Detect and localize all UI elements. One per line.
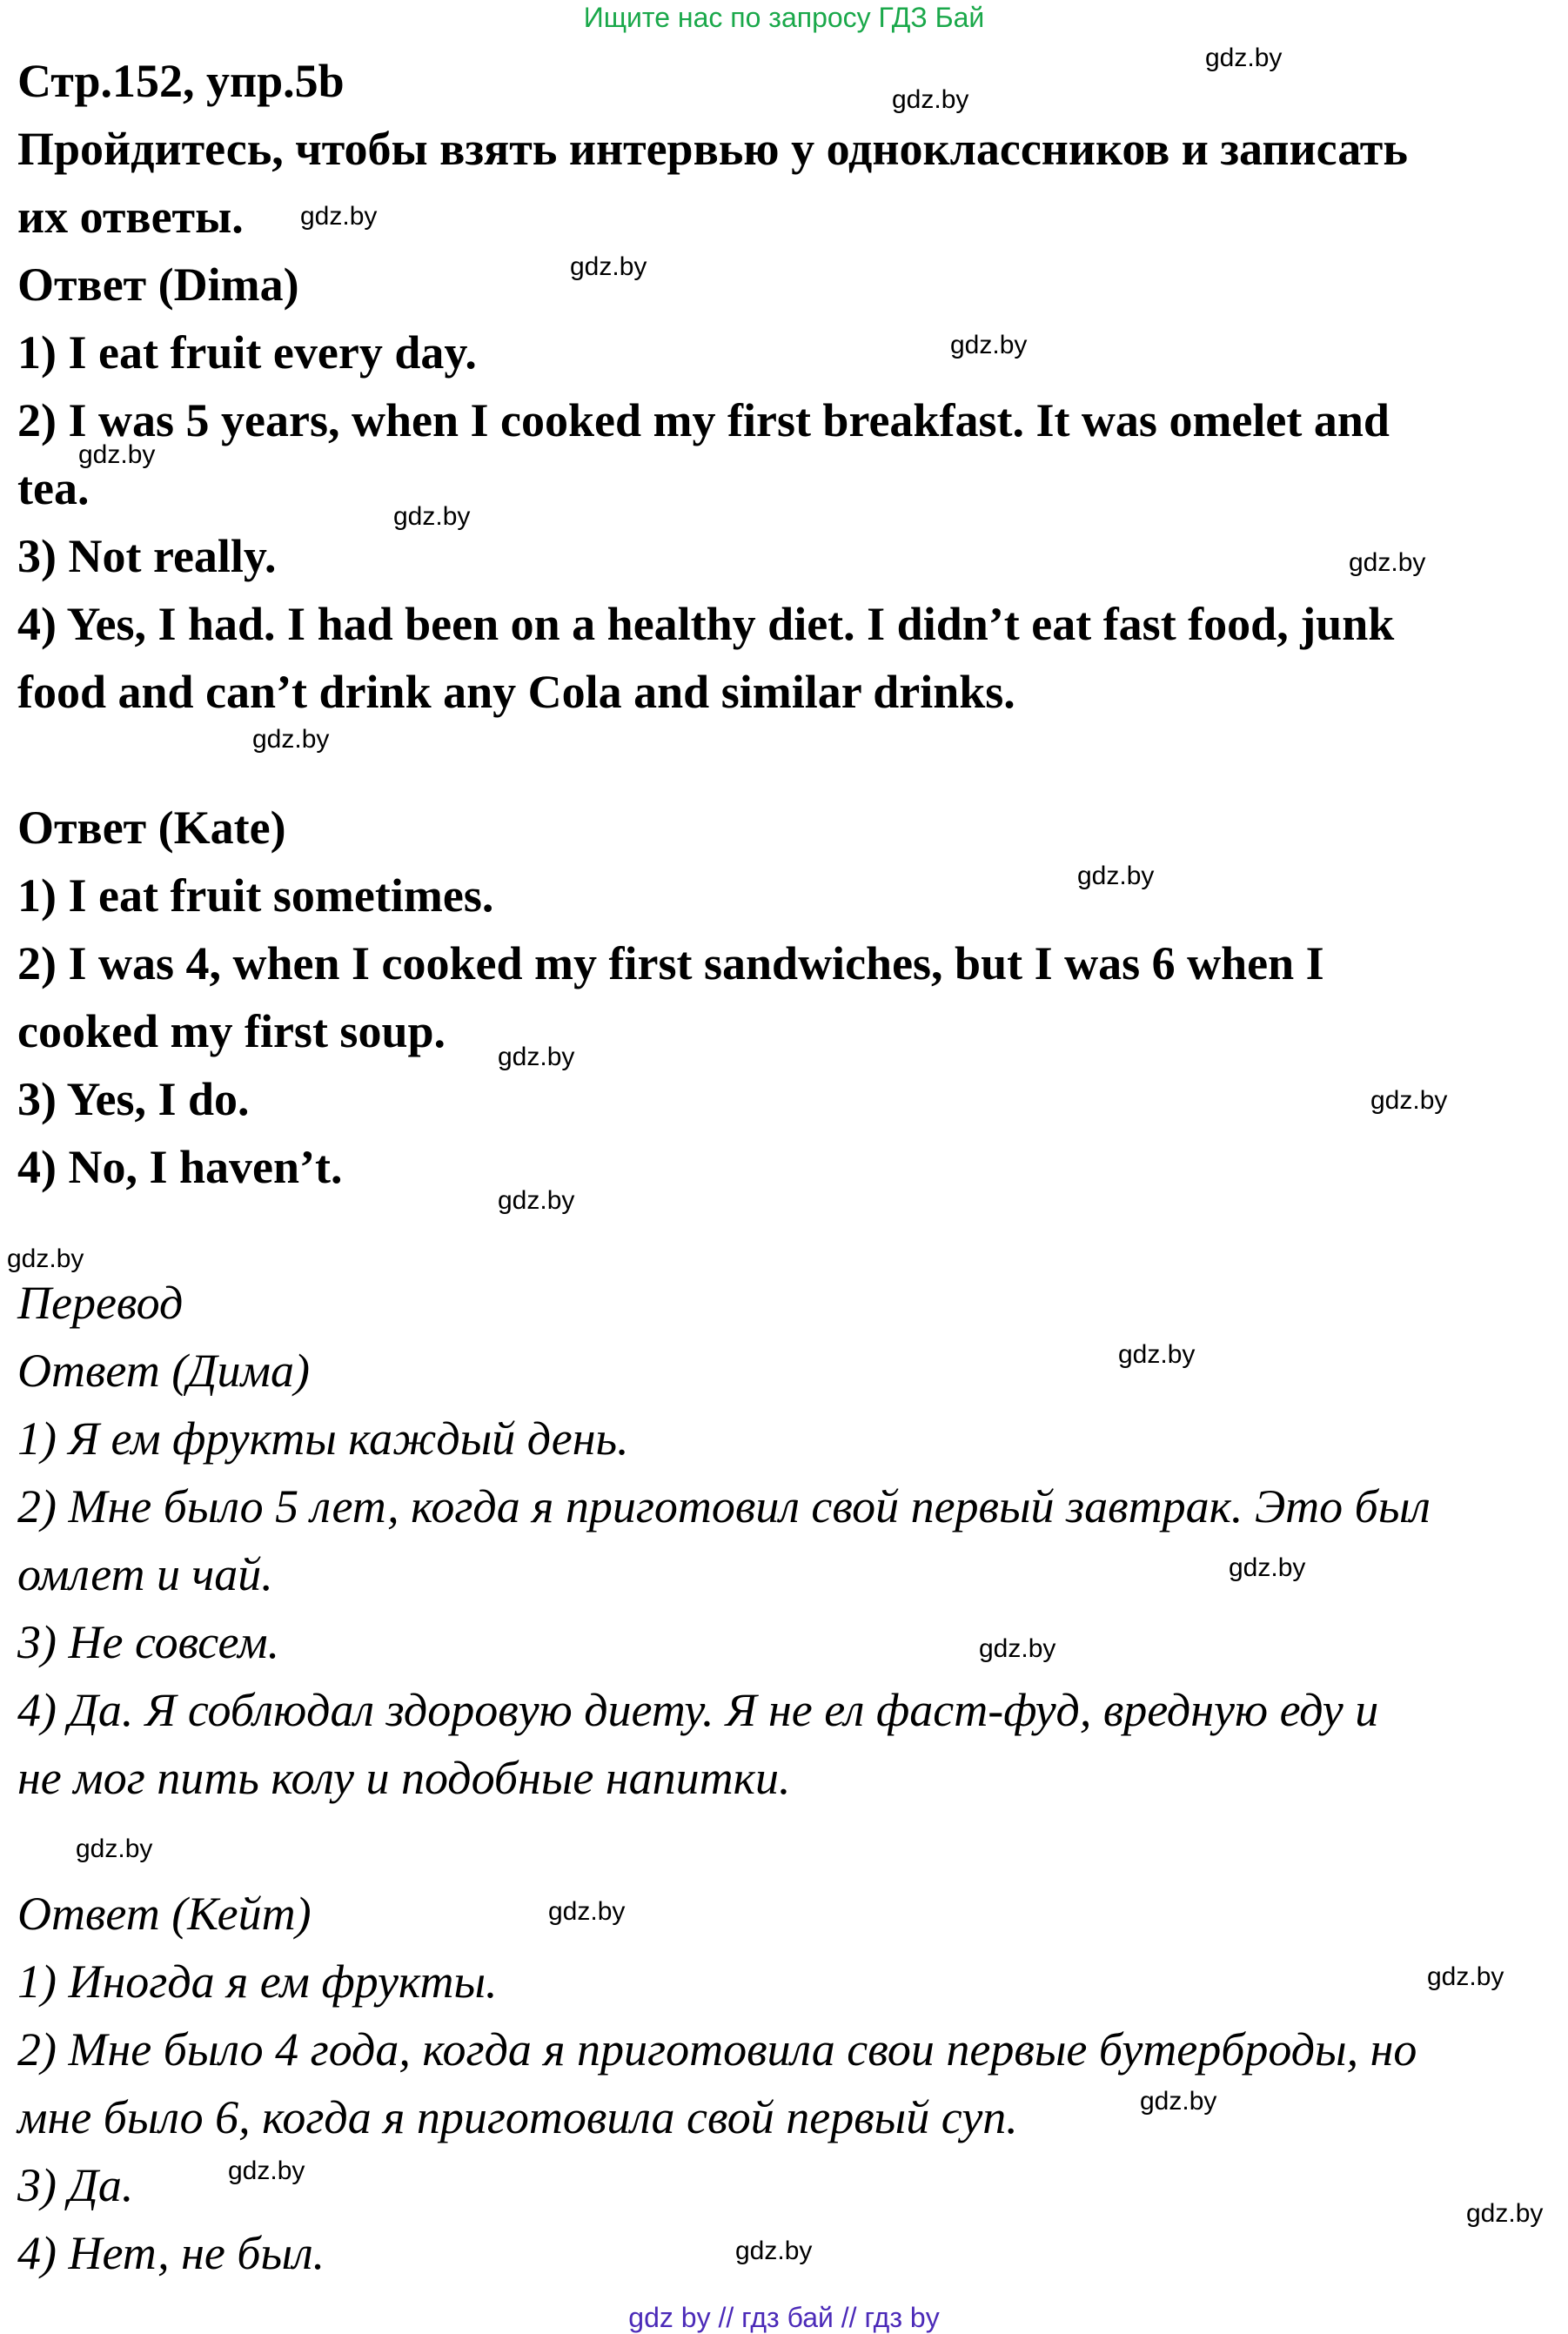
- watermark: gdz.by: [1118, 1340, 1196, 1369]
- translation-kate-4: 4) Нет, не был.: [17, 2227, 325, 2279]
- watermark: gdz.by: [76, 1834, 153, 1863]
- watermark: gdz.by: [1370, 1086, 1448, 1115]
- dima-answer-2-line-1: 2) I was 5 years, when I cooked my first breakfast. It was omelet and: [17, 394, 1390, 446]
- watermark: gdz.by: [300, 202, 378, 231]
- translation-kate-1: 1) Иногда я ем фрукты.: [17, 1955, 498, 2008]
- watermark: gdz.by: [7, 1244, 84, 1273]
- translation-kate-3: 3) Да.: [17, 2159, 134, 2211]
- translation-dima-2-line-2: омлет и чай.: [17, 1548, 273, 1600]
- footer-links[interactable]: gdz by // гдз бай // гдз by: [628, 2302, 940, 2333]
- watermark: gdz.by: [735, 2237, 813, 2265]
- search-hint-link[interactable]: Ищите нас по запросу ГДЗ Бай: [583, 2, 985, 33]
- kate-answer-1: 1) I eat fruit sometimes.: [17, 869, 494, 922]
- translation-kate-2-line-2: мне было 6, когда я приготовила свой первый суп.: [17, 2091, 1018, 2143]
- kate-answer-heading: Ответ (Kate): [17, 801, 286, 854]
- dima-answer-4-line-1: 4) Yes, I had. I had been on a healthy diet. I didn’t eat fast food, junk: [17, 598, 1395, 650]
- watermark: gdz.by: [498, 1186, 575, 1215]
- watermark: gdz.by: [892, 85, 969, 114]
- watermark: gdz.by: [1349, 548, 1426, 577]
- dima-answer-heading: Ответ (Dima): [17, 258, 299, 311]
- dima-answer-4-line-2: food and can’t drink any Cola and similar drinks.: [17, 666, 1015, 718]
- watermark: gdz.by: [979, 1634, 1056, 1663]
- translation-kate-heading: Ответ (Кейт): [17, 1888, 312, 1940]
- watermark: gdz.by: [498, 1043, 575, 1071]
- watermark: gdz.by: [1077, 862, 1155, 890]
- watermark: gdz.by: [570, 252, 647, 281]
- watermark: gdz.by: [950, 331, 1028, 359]
- watermark: gdz.by: [1466, 2199, 1544, 2228]
- watermark: gdz.by: [252, 725, 330, 754]
- translation-dima-2-line-1: 2) Мне было 5 лет, когда я приготовил свой первый завтрак. Это был: [17, 1480, 1431, 1533]
- dima-answer-1: 1) I eat fruit every day.: [17, 326, 477, 379]
- translation-dima-4-line-2: не мог пить колу и подобные напитки.: [17, 1752, 791, 1804]
- watermark: gdz.by: [1140, 2087, 1217, 2116]
- translation-heading: Перевод: [17, 1277, 184, 1329]
- dima-answer-2-line-2: tea.: [17, 462, 90, 514]
- kate-answer-2-line-1: 2) I was 4, when I cooked my first sandwiches, but I was 6 when I: [17, 937, 1324, 989]
- watermark: gdz.by: [1229, 1553, 1306, 1582]
- kate-answer-4: 4) No, I haven’t.: [17, 1141, 343, 1193]
- translation-dima-1: 1) Я ем фрукты каждый день.: [17, 1412, 629, 1465]
- task-text-line-1: Пройдитесь, чтобы взять интервью у одноклассников и записать: [17, 123, 1408, 175]
- watermark: gdz.by: [1427, 1962, 1504, 1991]
- watermark: gdz.by: [228, 2156, 305, 2185]
- kate-answer-3: 3) Yes, I do.: [17, 1073, 250, 1125]
- watermark: gdz.by: [1205, 44, 1283, 72]
- task-text-line-2: их ответы.: [17, 191, 244, 243]
- watermark: gdz.by: [393, 502, 471, 531]
- translation-kate-2-line-1: 2) Мне было 4 года, когда я приготовила свои первые бутерброды, но: [17, 2023, 1417, 2076]
- exercise-title: Стр.152, упр.5b: [17, 55, 345, 107]
- watermark: gdz.by: [78, 440, 156, 469]
- dima-answer-3: 3) Not really.: [17, 530, 277, 582]
- watermark: gdz.by: [548, 1897, 626, 1926]
- translation-dima-4-line-1: 4) Да. Я соблюдал здоровую диету. Я не ел фаст-фуд, вредную еду и: [17, 1684, 1379, 1736]
- translation-dima-3: 3) Не совсем.: [17, 1616, 280, 1668]
- translation-dima-heading: Ответ (Дима): [17, 1345, 310, 1397]
- kate-answer-2-line-2: cooked my first soup.: [17, 1005, 446, 1057]
